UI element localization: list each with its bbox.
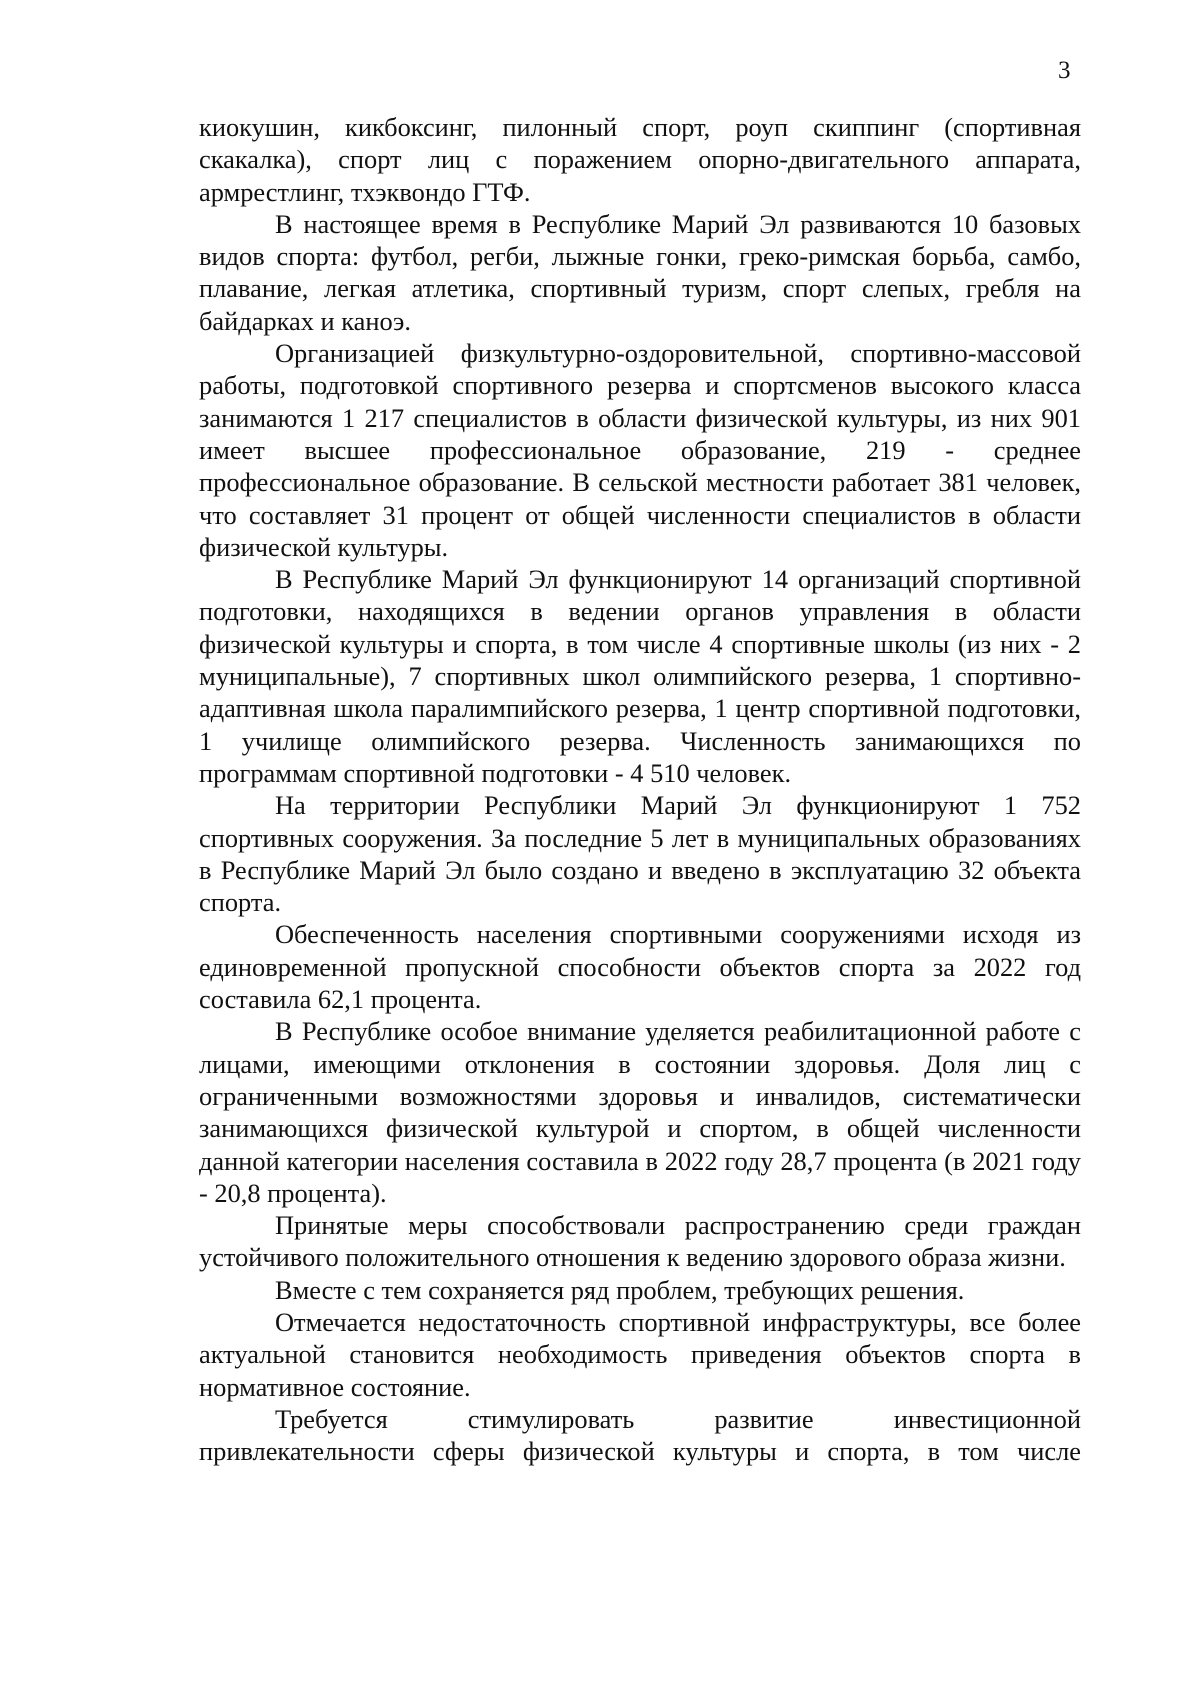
paragraph-healthy-lifestyle: Принятые меры способствовали распространению среди граждан устойчивого положительного отношения к ведению здорового образа жизни.	[199, 1210, 1081, 1273]
paragraph-sports-facilities: На территории Республики Марий Эл функционируют 1 752 спортивных сооружения. За последние 5 лет в муниципальных образованиях в Республике Марий Эл было создано и введено в эксплуатацию 32 объекта спорта.	[199, 790, 1081, 918]
paragraph-sports-training-organizations: В Республике Марий Эл функционируют 14 организаций спортивной подготовки, находящихся в ведении органов управления в области физической культуры и спорта, в том числе 4 спортивные школы (из них - 2 муниципальные), 7 спортивных школ олимпийского резерва, 1 спортивно-адаптивная школа паралимпийского резерва, 1 центр спортивной подготовки, 1 училище олимпийского резерва. Численность занимающихся по программам спортивной подготовки - 4 510 человек.	[199, 564, 1081, 788]
paragraph-rehabilitation: В Республике особое внимание уделяется реабилитационной работе с лицами, имеющими отклонения в состоянии здоровья. Доля лиц с ограниченными возможностями здоровья и инвалидов, систематически занимающихся физической культурой и спортом, в общей численности данной категории населения составила в 2022 году 28,7 процента (в 2021 году - 20,8 процента).	[199, 1016, 1081, 1208]
document-body	[199, 111, 1081, 1467]
paragraph-specialists: Организацией физкультурно-оздоровительной, спортивно-массовой работы, подготовкой спортивного резерва и спортсменов высокого класса занимаются 1 217 специалистов в области физической культуры, из них 901 имеет высшее профессиональное образование, 219 - среднее профессиональное образование. В сельской местности работает 381 человек, что составляет 31 процент от общей численности специалистов в области физической культуры.	[199, 338, 1081, 562]
paragraph-investment: Требуется стимулировать развитие инвестиционной привлекательности сферы физической культуры и спорта, в том числе	[199, 1403, 1081, 1467]
paragraph-facility-capacity: Обеспеченность населения спортивными сооружениями исходя из единовременной пропускной способности объектов спорта за 2022 год составила 62,1 процента.	[199, 919, 1081, 1015]
paragraph-infrastructure: Отмечается недостаточность спортивной инфраструктуры, все более актуальной становится необходимость приведения объектов спорта в нормативное состояние.	[199, 1306, 1081, 1402]
paragraph-problems: Вместе с тем сохраняется ряд проблем, требующих решения.	[275, 1274, 965, 1305]
page-number: 3	[1058, 57, 1071, 84]
paragraph-base-sports: В настоящее время в Республике Марий Эл развиваются 10 базовых видов спорта: футбол, регби, лыжные гонки, греко-римская борьба, самбо, плавание, легкая атлетика, спортивный туризм, спорт слепых, гребля на байдарках и каноэ.	[199, 208, 1081, 336]
paragraph-sports-list-continuation: киокушин, кикбоксинг, пилонный спорт, роуп скиппинг (спортивная скакалка), спорт лиц с поражением опорно-двигательного аппарата, армрестлинг, тхэквондо ГТФ.	[199, 112, 1081, 207]
